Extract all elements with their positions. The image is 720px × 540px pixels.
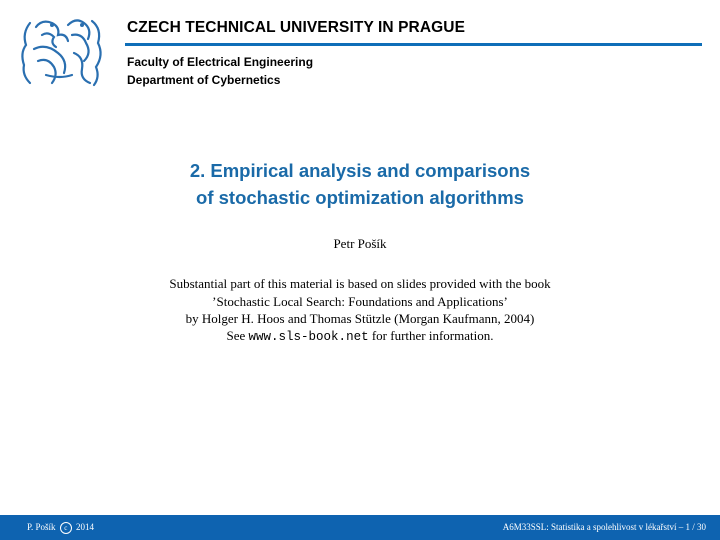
footer-page-slash: / bbox=[692, 522, 695, 532]
note-see-text: See bbox=[226, 328, 246, 343]
note-line-3: by Holger H. Hoos and Thomas Stützle (Morgan Kaufmann, 2004) bbox=[185, 311, 535, 326]
author-name: Petr Pošík bbox=[333, 236, 387, 251]
note-line-4 bbox=[0, 328, 720, 344]
copyright-icon: c bbox=[60, 522, 72, 534]
footer-author bbox=[27, 522, 94, 534]
footer-bar bbox=[0, 515, 720, 540]
footer-author-name: P. Pošík bbox=[27, 522, 56, 533]
footer-separator: – bbox=[678, 522, 684, 532]
footer-course-page bbox=[503, 522, 706, 532]
slide-title-line-2: of stochastic optimization algorithms bbox=[196, 187, 524, 208]
footer-page-total: 30 bbox=[697, 522, 706, 532]
note-line-2: ’Stochastic Local Search: Foundations and Applications’ bbox=[212, 294, 508, 309]
footer-page-number: 1 bbox=[685, 522, 690, 532]
university-name: CZECH TECHNICAL UNIVERSITY IN PRAGUE bbox=[127, 19, 466, 36]
note-line-1: Substantial part of this material is based on slides provided with the book bbox=[169, 276, 551, 291]
header-rule bbox=[125, 43, 702, 46]
department-name: Department of Cybernetics bbox=[127, 73, 281, 87]
book-website-link[interactable]: www.sls-book.net bbox=[248, 330, 369, 344]
cvut-lion-logo-icon bbox=[12, 13, 107, 88]
note-further-info-text: for further information. bbox=[371, 328, 494, 343]
footer-course: A6M33SSL: Statistika a spolehlivost v lékařství bbox=[502, 522, 677, 532]
slide-title-line-1: 2. Empirical analysis and comparisons bbox=[189, 160, 531, 181]
footer-year: 2014 bbox=[76, 522, 95, 533]
faculty-name: Faculty of Electrical Engineering bbox=[127, 55, 314, 69]
